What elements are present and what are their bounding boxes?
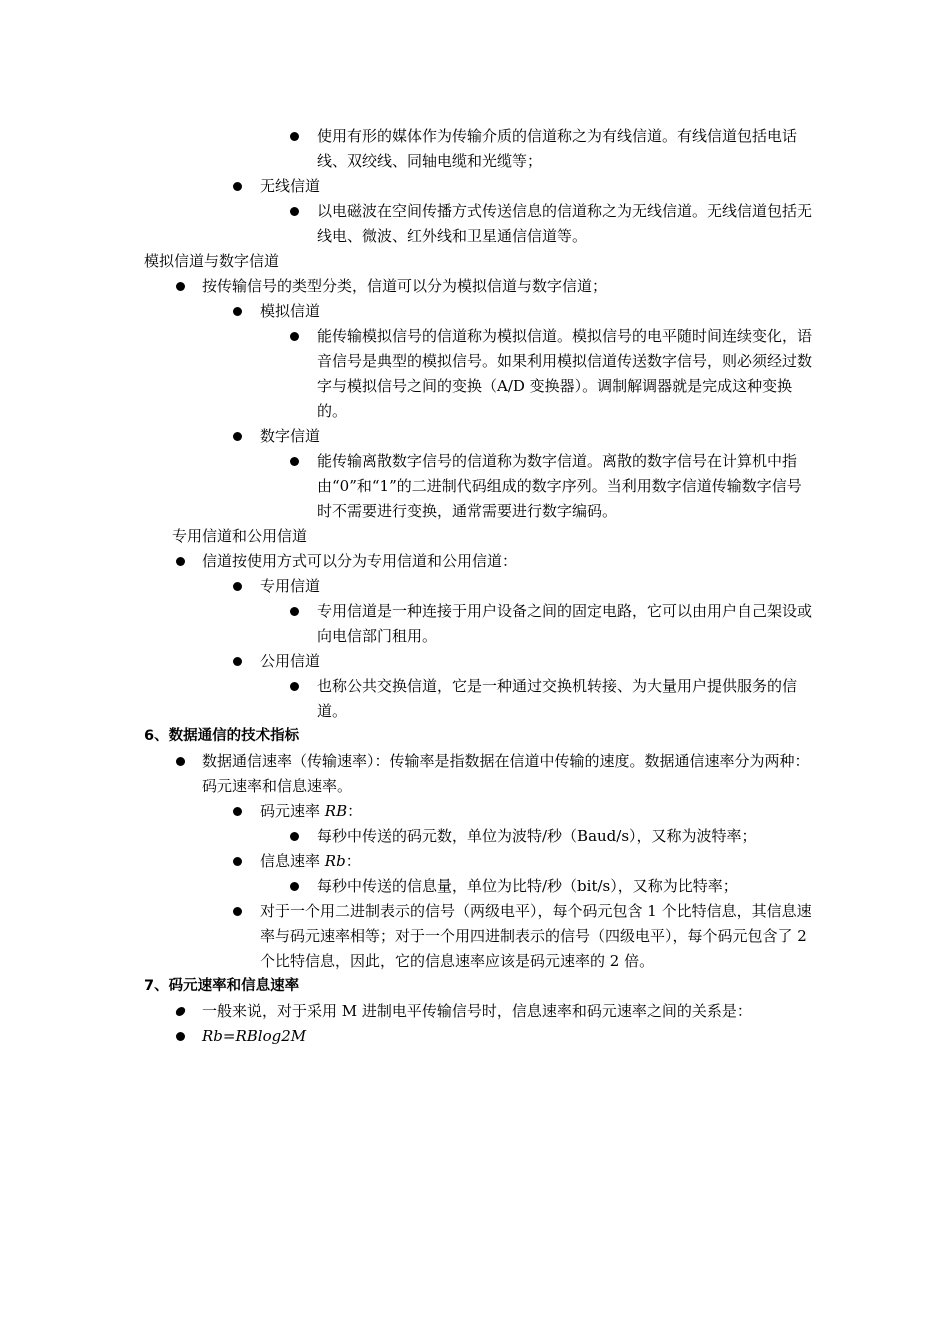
list-item (0, 674, 950, 724)
section-heading: 模拟信道与数字信道 (144, 252, 280, 270)
bullet-icon (290, 332, 299, 341)
bullet-icon (233, 907, 242, 916)
document-body (0, 124, 950, 1049)
bullet-icon (176, 1032, 185, 1041)
list-item (0, 649, 950, 674)
bullet-icon (233, 657, 242, 666)
list-item (0, 599, 950, 649)
list-item (0, 874, 950, 899)
paragraph: 按传输信号的类型分类，信道可以分为模拟信道与数字信道； (202, 277, 608, 295)
list-item (0, 574, 950, 599)
paragraph: 专用信道 (260, 577, 321, 595)
paragraph: 数字信道 (260, 427, 321, 445)
list-item (0, 1024, 950, 1049)
paragraph: 以电磁波在空间传播方式传送信息的信道称之为无线信道。无线信道包括无线电、微波、红外线和卫星通信信道等。 (317, 202, 813, 245)
paragraph: 也称公共交换信道，它是一种通过交换机转接、为大量用户提供服务的信道。 (317, 677, 798, 720)
paragraph: 公用信道 (260, 652, 321, 670)
list-item (0, 549, 950, 574)
bullet-icon (290, 832, 299, 841)
list-item (0, 849, 950, 874)
paragraph: 信息速率 Rb： (260, 852, 361, 870)
bullet-icon (290, 207, 299, 216)
paragraph: 码元速率 RB： (260, 802, 363, 820)
paragraph: 一般来说，对于采用 M 进制电平传输信号时，信息速率和码元速率之间的关系是： (202, 1002, 752, 1020)
list-item (0, 799, 950, 824)
bullet-icon (176, 282, 185, 291)
bullet-icon (233, 182, 242, 191)
paragraph: 每秒中传送的信息量，单位为比特/秒（bit/s），又称为比特率； (317, 877, 738, 895)
list-item (0, 199, 950, 249)
bullet-icon (233, 432, 242, 441)
list-item (0, 824, 950, 849)
bullet-icon (175, 1007, 186, 1016)
bullet-icon (290, 882, 299, 891)
list-item (0, 899, 950, 974)
list-item (0, 174, 950, 199)
paragraph: 使用有形的媒体作为传输介质的信道称之为有线信道。有线信道包括电话线、双绞线、同轴电缆和光缆等； (317, 127, 798, 170)
paragraph: 能传输离散数字信号的信道称为数字信道。离散的数字信号在计算机中指由“0”和“1”的二进制代码组成的数字序列。当利用数字信道传输数字信号时不需要进行变换，通常需要进行数字编码。 (317, 452, 802, 520)
list-item (0, 299, 950, 324)
paragraph: 模拟信道 (260, 302, 321, 320)
bullet-icon (233, 582, 242, 591)
list-item (0, 749, 950, 799)
bullet-icon (233, 857, 242, 866)
list-item (0, 274, 950, 299)
bullet-icon (290, 457, 299, 466)
paragraph: 对于一个用二进制表示的信号（两级电平），每个码元包含 1 个比特信息，其信息速率与码元速率相等；对于一个用四进制表示的信号（四级电平），每个码元包含了 2 个比特信息，因此，它的信息速率应该是码元速率的 2 倍。 (260, 902, 812, 970)
bullet-icon (233, 807, 242, 816)
paragraph: 信道按使用方式可以分为专用信道和公用信道： (202, 552, 518, 570)
paragraph: 数据通信速率（传输速率）：传输率是指数据在信道中传输的速度。数据通信速率分为两种：码元速率和信息速率。 (202, 752, 810, 795)
list-item (0, 124, 950, 174)
paragraph: 无线信道 (260, 177, 321, 195)
formula: Rb=RBlog2M (202, 1027, 307, 1045)
paragraph: 专用信道是一种连接于用户设备之间的固定电路，它可以由用户自己架设或向电信部门租用。 (317, 602, 813, 645)
bullet-icon (233, 307, 242, 316)
section-heading: 6、数据通信的技术指标 (144, 728, 300, 744)
bullet-icon (290, 132, 299, 141)
section-heading: 7、码元速率和信息速率 (144, 978, 300, 994)
bullet-icon (176, 557, 185, 566)
section-heading: 专用信道和公用信道 (172, 527, 308, 545)
bullet-icon (290, 607, 299, 616)
paragraph: 每秒中传送的码元数，单位为波特/秒（Baud/s），又称为波特率； (317, 827, 757, 845)
list-item (0, 999, 950, 1024)
bullet-icon (176, 757, 185, 766)
list-item (0, 424, 950, 449)
bullet-icon (290, 682, 299, 691)
list-item (0, 449, 950, 524)
paragraph: 能传输模拟信号的信道称为模拟信道。模拟信号的电平随时间连续变化，语音信号是典型的模拟信号。如果利用模拟信道传送数字信号，则必须经过数字与模拟信号之间的变换（A/D 变换器）。调制解调器就是完成这种变换的。 (317, 327, 813, 420)
list-item (0, 324, 950, 424)
